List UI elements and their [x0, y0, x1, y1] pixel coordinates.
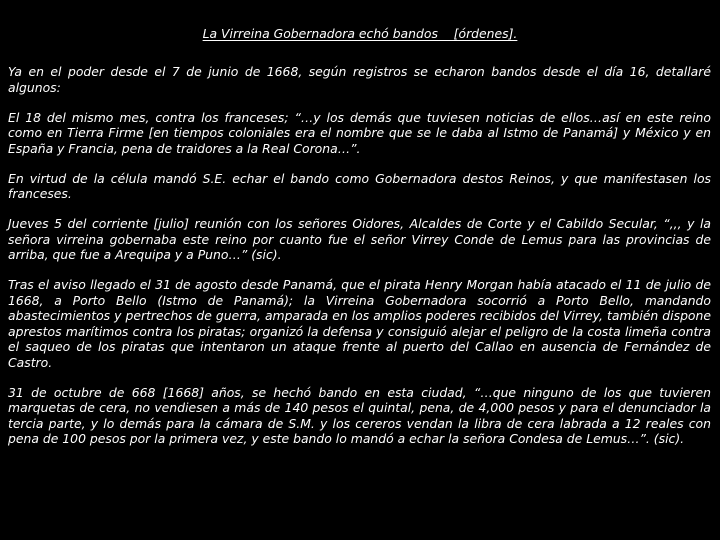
- paragraph-2: El 18 del mismo mes, contra los franceses; “…y los demás que tuviesen noticias de ellos…así en este reino como en Tierra Firme [en tiempos coloniales era el nombre que se le daba al Istmo de Panamá] y México y en España y Francia, pena de traidores a la Real Corona…”.: [8, 109, 711, 156]
- paragraph-4: Jueves 5 del corriente [julio] reunión con los señores Oidores, Alcaldes de Corte y el Cabildo Secular, “,,, y la señora virreina gobernaba este reino por cuanto fue el señor Virrey Conde de Lemus para las provincias de arriba, que fue a Arequipa y a Puno…” (sic).: [8, 216, 711, 262]
- page-title-text: La Virreina Gobernadora echó bandos [órdenes].: [202, 26, 518, 41]
- document-body: [8, 64, 711, 461]
- paragraph-3: En virtud de la célula mandó S.E. echar el bando como Gobernadora destos Reinos, y que manifestasen los franceses.: [8, 170, 711, 201]
- paragraph-6: 31 de octubre de 668 [1668] años, se hechó bando en esta ciudad, “…que ninguno de los que tuvieren marquetas de cera, no vendiesen a más de 140 pesos el quintal, pena, de 4,000 pesos y para el denunciador la tercia parte, y lo demás para la cámara de S.M. y los cereros vendan la libra de cera labrada a 12 reales con pena de 100 pesos por la primera vez, y este bando lo mandó a echar la señora Condesa de Lemus…”. (sic).: [8, 384, 711, 446]
- page-title: [0, 26, 720, 42]
- paragraph-1: Ya en el poder desde el 7 de junio de 1668, según registros se echaron bandos desde el día 16, detallaré algunos:: [8, 64, 711, 95]
- paragraph-5: Tras el aviso llegado el 31 de agosto desde Panamá, que el pirata Henry Morgan había atacado el 11 de julio de 1668, a Porto Bello (Istmo de Panamá); la Virreina Gobernadora socorrió a Porto Bello, mandando abastecimientos y pertrechos de guerra, amparada en los amplios poderes recibidos del Virrey, también dispone aprestos marítimos contra los piratas; organizó la defensa y consiguió alejar el peligro de la costa limeña contra el saqueo de los piratas que intentaron un ataque frente al puerto del Callao en ausencia de Fernández de Castro.: [8, 277, 711, 370]
